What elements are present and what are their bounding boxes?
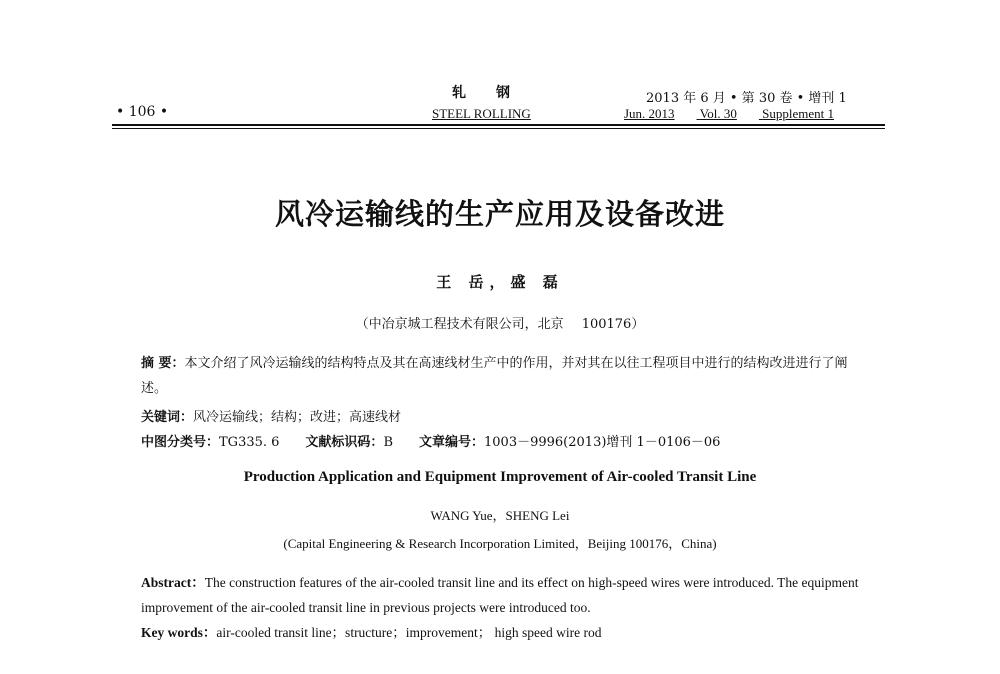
abstract-label-en: Abstract：: [141, 575, 205, 590]
classification-line: [141, 430, 861, 455]
paper-title-en: Production Application and Equipment Improvement of Air-cooled Transit Line: [243, 469, 757, 485]
clc-value: TG335. 6: [219, 435, 280, 450]
abstract-text-en: The construction features of the air-cooled transit line and its effect on high-speed wires were introduced. The equipment improvement of the air-cooled transit line in previous projects were introduced too.: [141, 575, 859, 615]
issue-info-cn: 2013 年 6 月 • 第 30 卷 • 增刊 1: [646, 91, 847, 106]
affiliation-cn: [0, 313, 1000, 332]
journal-name-en: STEEL ROLLING: [432, 106, 531, 121]
article-number-value: 1003－9996(2013)增刊 1－0106－06: [484, 435, 721, 450]
header-rule-thick: [112, 124, 885, 126]
keywords-en: [141, 620, 865, 645]
authors-en: WANG Yue，SHENG Lei: [430, 508, 570, 523]
issue-volume: Vol. 30: [699, 106, 737, 121]
affiliation-en: (Capital Engineering & Research Incorporation Limited，Beijing 100176，China): [283, 536, 717, 551]
keywords-text-cn: 风冷运输线；结构；改进；高速线材: [193, 410, 402, 425]
issue-date: Jun. 2013: [624, 106, 675, 121]
authors-cn: 王 岳，盛 磊: [436, 273, 564, 291]
keywords-label-en: Key words：: [141, 625, 217, 640]
keywords-label-cn: 关键词：: [141, 410, 194, 425]
keywords-cn: [141, 405, 861, 430]
journal-name-cn: 轧钢: [452, 85, 540, 101]
issue-info-en: [624, 106, 834, 122]
abstract-cn: [141, 351, 861, 401]
doc-code-label: 文献标识码：: [305, 435, 384, 450]
header-rule-thin: [112, 128, 885, 129]
paper-title-cn: 风冷运输线的生产应用及设备改进: [274, 197, 725, 231]
abstract-text-cn: 本文介绍了风冷运输线的结构特点及其在高速线材生产中的作用，并对其在以往工程项目中进行的结构改进进行了阐述。: [141, 356, 848, 396]
article-number-label: 文章编号：: [419, 435, 485, 450]
affiliation-postcode: 100176）: [581, 317, 645, 332]
abstract-label-cn: 摘 要：: [141, 356, 185, 371]
keywords-text-en: air-cooled transit line；structure；improvement； high speed wire rod: [216, 625, 602, 640]
page-number: • 106 •: [116, 104, 169, 120]
clc-label: 中图分类号：: [141, 435, 220, 450]
affiliation-org: （中冶京城工程技术有限公司，北京: [355, 317, 564, 332]
doc-code-value: B: [383, 435, 393, 450]
abstract-en: [141, 570, 865, 620]
issue-supplement: Supplement 1: [762, 106, 835, 121]
